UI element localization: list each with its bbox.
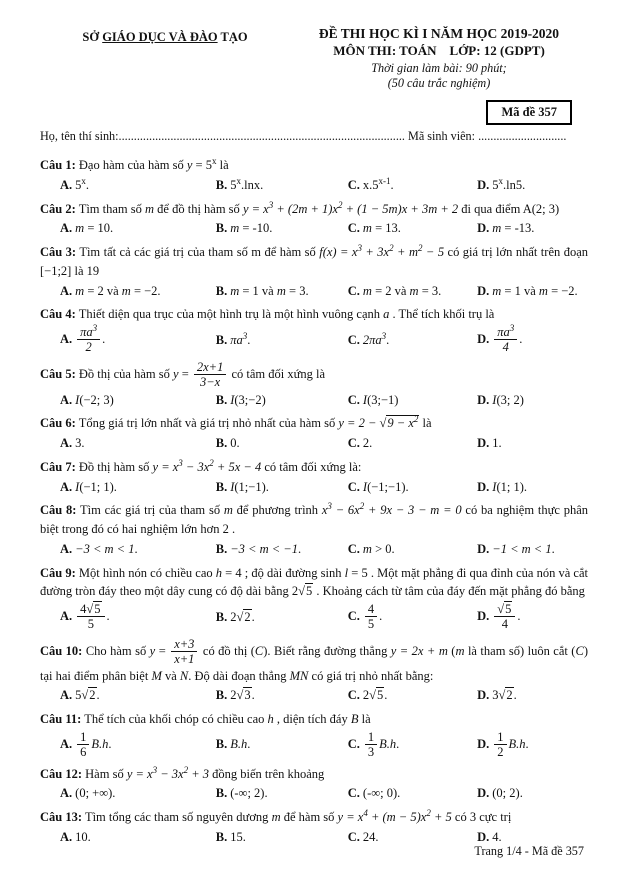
option-a	[60, 219, 216, 238]
question-text	[40, 710, 588, 729]
options-row	[40, 282, 588, 301]
option-value: 15.	[230, 829, 246, 844]
question-9	[40, 564, 588, 632]
option-a	[60, 828, 216, 847]
option-value: m = 1 và m = 3.	[230, 283, 309, 298]
radical-sign: √	[236, 688, 244, 703]
question-label: Câu 12:	[40, 766, 83, 781]
option-key: D.	[477, 688, 490, 703]
radical-sign: √	[298, 584, 305, 599]
question-body: Thiết diện qua trục của một hình trụ là một hình vuông cạnh a . Thể tích khối trụ là	[78, 307, 495, 322]
option-key: C.	[347, 479, 360, 494]
exam-title: ĐỀ THI HỌC KÌ I NĂM HỌC 2019-2020	[318, 26, 560, 41]
option-key: B.	[215, 609, 228, 624]
option-key: A.	[60, 331, 73, 346]
question-label: Câu 9:	[40, 565, 76, 580]
student-info-line	[40, 129, 588, 144]
options-row	[40, 686, 588, 705]
question-body: Tìm tất cả các giá trị của tham số m để hàm số $f(x) = x^3 + 3x^2 + m^2 - 5$ có giá trị lớn nhất trên đoạn [−1;2] là 19	[40, 242, 588, 278]
option-value: $\frac{1}{2}$ B.h.	[492, 737, 528, 751]
option-value: m = 1 và m = −2.	[492, 283, 578, 298]
question-label: Câu 10:	[40, 643, 83, 658]
option-b	[216, 282, 348, 301]
question-8	[40, 501, 588, 558]
option-value: 2.	[362, 436, 373, 450]
question-5	[40, 360, 588, 410]
option-c	[348, 540, 477, 559]
question-text	[40, 360, 588, 390]
option-value: 1.	[492, 436, 502, 450]
option-b	[216, 391, 348, 410]
option-d	[477, 730, 588, 760]
option-key: C.	[347, 177, 360, 192]
option-d	[477, 602, 588, 632]
question-body: Hàm số $y = x^3 - 3x^2 + 3$ đồng biến trên khoảng	[85, 764, 325, 781]
option-d	[477, 434, 588, 453]
option-b	[216, 219, 348, 238]
option-key: C.	[347, 608, 360, 623]
option-b	[216, 784, 348, 803]
option-c	[348, 434, 477, 453]
duration-line: Thời gian làm bài: 90 phút;	[371, 61, 507, 75]
options-row	[40, 540, 588, 559]
question-body: Cho hàm số y = $\frac{x+3}{x+1}$ có đồ thị (C). Biết rằng đường thẳng y = 2x + m (m là tham số) luôn cắt (C) tại hai điểm phân biệt M và N. Độ dài đoạn thẳng MN có giá trị nhỏ nhất bằng:	[40, 636, 588, 683]
question-text	[40, 765, 588, 784]
option-value: 3.	[75, 436, 85, 450]
question-12	[40, 765, 588, 804]
option-key: A.	[60, 392, 73, 407]
option-key: D.	[477, 541, 490, 556]
option-key: D.	[477, 608, 490, 623]
option-key: C.	[347, 332, 360, 347]
question-4	[40, 305, 588, 355]
options-row	[40, 219, 588, 238]
subject-line: MÔN THI: TOÁN LỚP: 12 (GDPT)	[333, 43, 545, 58]
option-value: 10.	[75, 829, 91, 844]
option-c	[348, 331, 477, 350]
option-a	[60, 602, 216, 632]
question-label: Câu 6:	[40, 416, 76, 431]
option-value: 4.	[492, 829, 502, 844]
option-value: (0; +∞).	[75, 786, 116, 801]
questions-list	[40, 156, 588, 847]
option-value: $\frac{1}{3}$ B.h.	[363, 737, 399, 751]
option-d	[477, 540, 588, 559]
option-key: D.	[477, 436, 490, 450]
option-b	[216, 540, 348, 559]
question-label: Câu 13:	[40, 810, 83, 824]
question-label: Câu 7:	[40, 459, 76, 474]
option-value: B.h.	[230, 737, 251, 752]
option-value: x.5$^{x-1}$.	[362, 175, 394, 192]
option-d	[477, 686, 588, 705]
option-value: (-∞; 0).	[362, 786, 401, 801]
question-body: Tìm các giá trị của tham số m để phương trình $x^3 - 6x^2 + 9x - 3 - m = 0$ có ba nghiệm thực phân biệt trong đó có hai nghiệm lớn hơn 2 .	[40, 501, 588, 536]
option-d	[477, 176, 588, 195]
option-value: $\pi a^3$.	[230, 330, 251, 347]
option-value: I(3;−1)	[362, 392, 399, 407]
option-key: D.	[477, 786, 490, 801]
option-value: −1 < m < 1.	[492, 541, 555, 556]
option-a	[60, 540, 216, 559]
question-body: Thể tích của khối chóp có chiều cao h , diện tích đáy B là	[84, 712, 371, 726]
option-key: B.	[215, 541, 228, 556]
option-value: $\frac{\pi a^3}{2}$ .	[75, 332, 105, 346]
option-key: D.	[477, 177, 490, 192]
question-3	[40, 243, 588, 300]
option-b	[216, 686, 348, 705]
option-d	[477, 282, 588, 301]
student-name-label: Họ, tên thí sinh:	[40, 129, 119, 143]
option-value: $\frac{4√5}{5}$ .	[75, 609, 110, 623]
question-body: Một hình nón có chiều cao h = 4 ; độ dài đường sinh l = 5 . Một mặt phẳng đi qua đỉnh của nón và cắt đường tròn đáy theo một dây cung có độ dài bằng 2√5 . Khoảng cách từ tâm của đáy đến mặt phẳng đó bằng	[40, 565, 588, 599]
student-name-dots: ..............................................................................................	[118, 129, 405, 143]
page-footer: Trang 1/4 - Mã đề 357	[474, 844, 584, 858]
question-label: Câu 2:	[40, 201, 76, 216]
question-body: Tìm tổng các tham số nguyên dương m để hàm số $y = x^4 + (m - 5)x^2 + 5$ có 3 cực trị	[84, 807, 512, 824]
option-value: m > 0.	[362, 541, 395, 556]
exam-code-box: Mã đề 357	[486, 100, 572, 125]
option-d	[477, 391, 588, 410]
radical-sign: √	[369, 688, 377, 703]
option-a	[60, 282, 216, 301]
option-value: $\frac{4}{5}$ .	[363, 609, 382, 623]
student-id-label: Mã sinh viên:	[404, 129, 479, 143]
option-key: C.	[347, 436, 360, 450]
question-label: Câu 1:	[40, 158, 76, 172]
question-13	[40, 808, 588, 847]
option-key: B.	[215, 392, 228, 407]
option-key: C.	[347, 283, 360, 298]
option-a	[60, 730, 216, 760]
option-key: D.	[477, 331, 490, 346]
option-value: m = -10.	[230, 221, 273, 236]
option-key: A.	[60, 786, 73, 801]
option-key: C.	[347, 392, 360, 407]
question-text	[40, 156, 588, 175]
option-key: A.	[60, 688, 73, 703]
question-text	[40, 200, 588, 219]
option-d	[477, 478, 588, 497]
option-value: I(3; 2)	[492, 392, 524, 407]
option-value: m = 2 và m = −2.	[75, 283, 161, 298]
question-text	[40, 458, 588, 477]
question-label: Câu 3:	[40, 245, 77, 259]
question-label: Câu 11:	[40, 712, 82, 726]
question-text	[40, 637, 588, 686]
option-value: (0; 2).	[492, 786, 523, 801]
department-name-underlined: GIÁO DỤC VÀ ĐÀO	[102, 30, 218, 44]
student-id-dots: .............................	[478, 129, 567, 143]
option-key: D.	[477, 736, 490, 751]
option-c	[348, 828, 477, 847]
exam-header-block	[290, 26, 588, 91]
option-value: 2√2.	[230, 609, 255, 624]
question-body: Tìm tham số m để đồ thị hàm số $y = x^3 + (2m + 1)x^2 + (1 - 5m)x + 3m + 2$ đi qua điểm A(2; 3)	[78, 199, 560, 216]
option-value: m = 13.	[362, 221, 401, 236]
option-key: A.	[60, 736, 73, 751]
option-value: I(3;−2)	[230, 392, 266, 407]
option-a	[60, 686, 216, 705]
radical-sign: √	[236, 609, 244, 624]
question-text	[40, 564, 588, 602]
option-key: D.	[477, 479, 490, 494]
question-1	[40, 156, 588, 195]
option-b	[216, 828, 348, 847]
option-c	[348, 784, 477, 803]
radical-sign: √	[86, 602, 94, 616]
option-key: C.	[347, 541, 360, 556]
option-value: I(1;−1).	[230, 479, 269, 494]
option-key: C.	[347, 688, 360, 703]
question-6	[40, 414, 588, 453]
question-7	[40, 458, 588, 497]
options-row	[40, 784, 588, 803]
radical-sign: √	[497, 602, 505, 616]
option-value: 5√2.	[75, 688, 100, 703]
option-key: C.	[347, 736, 360, 751]
options-row	[40, 434, 588, 453]
option-key: A.	[60, 221, 73, 236]
option-value: 5$^x$.	[75, 175, 90, 192]
option-key: B.	[215, 283, 228, 298]
option-a	[60, 391, 216, 410]
question-text	[40, 501, 588, 539]
option-key: A.	[60, 608, 73, 623]
option-key: B.	[215, 177, 228, 192]
format-line: (50 câu trắc nghiệm)	[387, 76, 491, 90]
option-c	[348, 478, 477, 497]
option-key: B.	[215, 737, 228, 752]
question-text	[40, 808, 588, 827]
option-value: (-∞; 2).	[230, 786, 268, 801]
option-c	[348, 686, 477, 705]
option-value: 3√2.	[492, 688, 517, 703]
option-value: −3 < m < −1.	[230, 541, 302, 556]
option-key: D.	[477, 392, 490, 407]
options-row	[40, 176, 588, 195]
option-c	[348, 282, 477, 301]
option-key: D.	[477, 283, 490, 298]
option-key: B.	[215, 436, 228, 450]
option-value: m = -13.	[492, 221, 535, 236]
radical-sign: √	[498, 688, 506, 703]
option-key: A.	[60, 541, 73, 556]
option-value: 5$^x$.ln5.	[492, 175, 526, 192]
radical-sign: √	[81, 688, 89, 703]
option-a	[60, 478, 216, 497]
option-value: −3 < m < 1.	[75, 541, 138, 556]
options-row	[40, 478, 588, 497]
option-key: C.	[347, 786, 360, 801]
option-key: B.	[215, 221, 228, 236]
option-b	[216, 478, 348, 497]
option-a	[60, 176, 216, 195]
option-value: m = 2 và m = 3.	[362, 283, 442, 298]
option-a	[60, 784, 216, 803]
option-b	[216, 434, 348, 453]
question-body: Đồ thị hàm số $y = x^3 - 3x^2 + 5x - 4$ có tâm đối xứng là:	[78, 457, 362, 474]
question-2	[40, 200, 588, 239]
option-a	[60, 322, 216, 355]
question-text	[40, 305, 588, 324]
question-11	[40, 710, 588, 760]
option-value: 24.	[362, 829, 379, 844]
question-text	[40, 414, 588, 433]
question-label: Câu 5:	[40, 366, 76, 381]
option-d	[477, 784, 588, 803]
question-10	[40, 637, 588, 705]
option-key: C.	[347, 221, 360, 236]
option-b	[216, 176, 348, 195]
option-value: I(−2; 3)	[75, 392, 114, 407]
department-name	[40, 26, 290, 91]
option-key: D.	[477, 221, 490, 236]
option-d	[477, 322, 588, 355]
option-c	[348, 176, 477, 195]
exam-code-row	[40, 100, 572, 125]
option-key: A.	[60, 479, 73, 494]
option-value: 2√3.	[230, 688, 255, 703]
option-value: 2√5.	[362, 688, 388, 703]
option-value: $\frac{1}{6}$ B.h.	[75, 737, 111, 751]
option-value: 0.	[230, 436, 240, 450]
department-name-pre: SỞ	[82, 30, 100, 44]
question-body: Tổng giá trị lớn nhất và giá trị nhỏ nhất của hàm số $y = 2 - √9 - x^2$ là	[78, 414, 432, 431]
question-body: Đạo hàm của hàm số $y = 5^x$ là	[78, 155, 229, 172]
option-b	[216, 608, 348, 627]
option-b	[216, 331, 348, 350]
option-key: B.	[215, 479, 228, 494]
option-key: B.	[215, 829, 228, 844]
option-value: I(1; 1).	[492, 479, 527, 494]
option-value: m = 10.	[75, 221, 114, 236]
option-value: $\frac{√5}{4}$ .	[492, 609, 520, 623]
department-name-post: TẠO	[220, 30, 248, 44]
option-value: $2\pi a^3$.	[362, 330, 390, 347]
page-header	[40, 26, 588, 91]
option-value: I(−1;−1).	[362, 479, 409, 494]
option-b	[216, 735, 348, 754]
option-d	[477, 219, 588, 238]
option-c	[348, 730, 477, 760]
question-label: Câu 4:	[40, 307, 76, 322]
option-key: A.	[60, 829, 73, 844]
option-key: A.	[60, 283, 73, 298]
option-key: B.	[215, 786, 228, 801]
question-label: Câu 8:	[40, 503, 77, 518]
option-value: 5$^x$.lnx.	[230, 175, 264, 192]
question-text	[40, 243, 588, 281]
option-key: B.	[215, 332, 228, 347]
options-row	[40, 322, 588, 355]
option-value: $\frac{\pi a^3}{4}$ .	[492, 332, 522, 346]
options-row	[40, 730, 588, 760]
option-key: D.	[477, 829, 490, 844]
option-value: I(−1; 1).	[75, 479, 117, 494]
question-body: Đồ thị của hàm số y = $\frac{2x+1}{3-x}$ có tâm đối xứng là	[78, 359, 326, 390]
option-key: B.	[215, 688, 228, 703]
options-row	[40, 391, 588, 410]
option-a	[60, 434, 216, 453]
radical-sign: √	[379, 416, 387, 431]
option-key: A.	[60, 436, 73, 450]
option-c	[348, 391, 477, 410]
option-key: A.	[60, 177, 73, 192]
option-key: C.	[347, 829, 360, 844]
options-row	[40, 602, 588, 632]
option-c	[348, 219, 477, 238]
option-c	[348, 602, 477, 632]
